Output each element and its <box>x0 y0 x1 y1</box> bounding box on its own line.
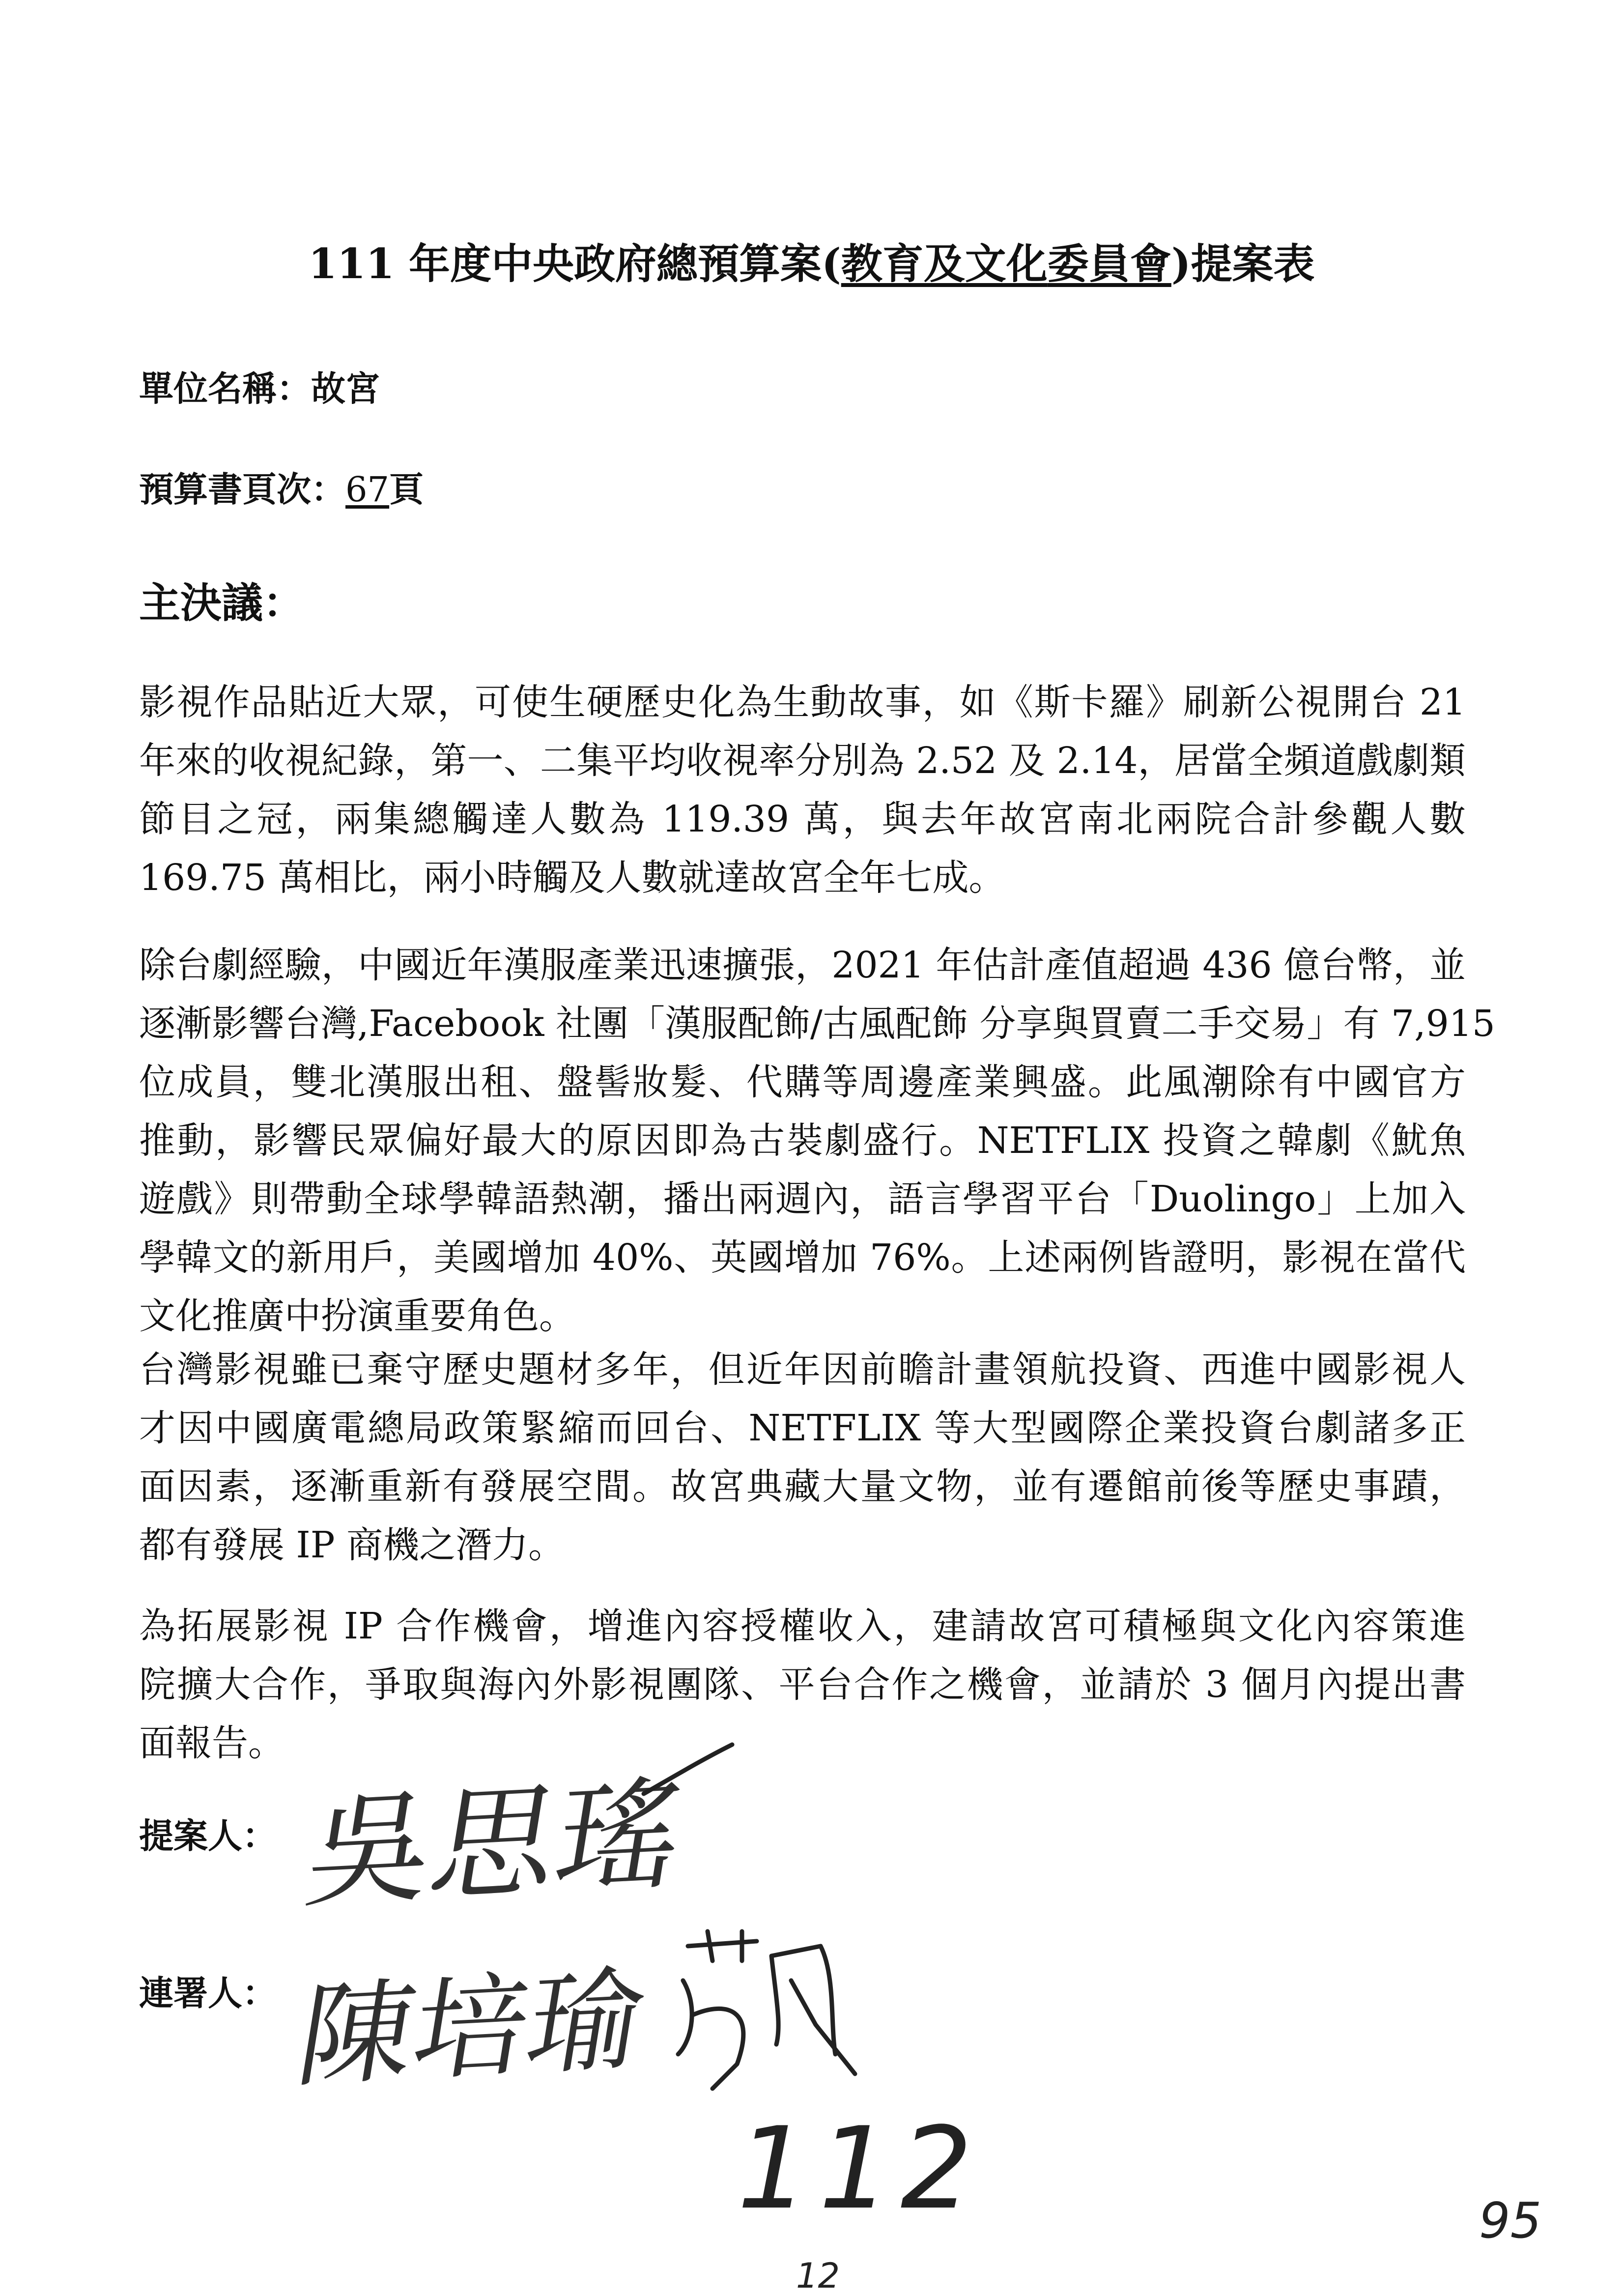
paragraph-2 <box>139 936 1495 1346</box>
cosigner-signature-1: 陳培瑜 <box>289 1954 653 2103</box>
text-line: 遊戲》則帶動全球學韓語熱潮，播出兩週內，語言學習平台「Duolingo」上加入 <box>139 1178 1466 1220</box>
text-line: 位成員，雙北漢服出租、盤髻妝髮、代購等周邊產業興盛。此風潮除有中國官方 <box>139 1061 1466 1103</box>
title-suffix: )提案表 <box>1171 239 1315 288</box>
text-line: 院擴大合作，爭取與海內外影視團隊、平台合作之機會，並請於 3 個月內提出書 <box>139 1664 1466 1706</box>
budget-page-field <box>139 462 424 512</box>
cosigner-label: 連署人： <box>139 1973 277 2013</box>
budget-page-label: 預算書頁次： <box>139 469 345 510</box>
paragraph-1 <box>139 673 1466 907</box>
unit-field <box>139 361 380 411</box>
budget-page-number: 67 <box>345 469 390 510</box>
text-line: 為拓展影視 IP 合作機會，增進內容授權收入，建請故宮可積極與文化內容策進 <box>139 1605 1466 1647</box>
text-line: 逐漸影響台灣,Facebook 社團「漢服配飾/古風配飾 分享與買賣二手交易」有 7,915 <box>139 1003 1495 1045</box>
proposer-label: 提案人： <box>139 1815 277 1856</box>
budget-page-unit: 頁 <box>389 469 424 510</box>
paragraph-3 <box>139 1341 1466 1575</box>
text-line: 年來的收視紀錄，第一、二集平均收視率分別為 2.52 及 2.14，居當全頻道戲劇類 <box>139 740 1466 782</box>
proposer-signature-flourish <box>639 1740 737 1799</box>
proposer-signature: 吳思瑤 <box>297 1762 692 1925</box>
text-line: 169.75 萬相比，兩小時觸及人數就達故宮全年七成。 <box>139 857 1005 899</box>
main-resolution-heading: 主決議： <box>139 578 305 627</box>
title-committee: 教育及文化 <box>841 239 1048 288</box>
text-line: 節目之冠，兩集總觸達人數為 119.39 萬，與去年故宮南北兩院合計參觀人數 <box>139 798 1466 840</box>
text-line: 學韓文的新用戶，美國增加 40%、英國增加 76%。上述兩例皆證明，影視在當代 <box>139 1236 1466 1279</box>
handwritten-bottom-number: 12 <box>796 2256 840 2296</box>
unit-label: 單位名稱： <box>139 368 311 409</box>
cosigner-signature-2 <box>658 1926 904 2113</box>
handwritten-page-number: 112 <box>737 2103 982 2235</box>
text-line: 文化推廣中扮演重要角色。 <box>139 1295 575 1337</box>
text-line: 面因素，逐漸重新有發展空間。故宮典藏大量文物，並有遷館前後等歷史事蹟， <box>139 1465 1466 1508</box>
text-line: 面報告。 <box>139 1722 285 1764</box>
page-title <box>0 231 1623 290</box>
text-line: 推動，影響民眾偏好最大的原因即為古裝劇盛行。NETFLIX 投資之韓劇《魷魚 <box>139 1119 1466 1162</box>
text-line: 才因中國廣電總局政策緊縮而回台、NETFLIX 等大型國際企業投資台劇諸多正 <box>139 1407 1466 1449</box>
handwritten-corner-number: 95 <box>1479 2192 1542 2249</box>
paragraph-4 <box>139 1597 1466 1773</box>
unit-value: 故宮 <box>311 368 380 409</box>
text-line: 台灣影視雖已棄守歷史題材多年，但近年因前瞻計畫領航投資、西進中國影視人 <box>139 1349 1466 1391</box>
title-prefix: 111 年度中央政府總預算案( <box>308 239 841 288</box>
text-line: 都有發展 IP 商機之潛力。 <box>139 1524 565 1566</box>
text-line: 除台劇經驗，中國近年漢服產業迅速擴張，2021 年估計產值超過 436 億台幣，並 <box>139 944 1466 986</box>
title-committee-suffix: 委員會 <box>1047 239 1171 288</box>
text-line: 影視作品貼近大眾，可使生硬歷史化為生動故事，如《斯卡羅》刷新公視開台 21 <box>139 681 1466 723</box>
